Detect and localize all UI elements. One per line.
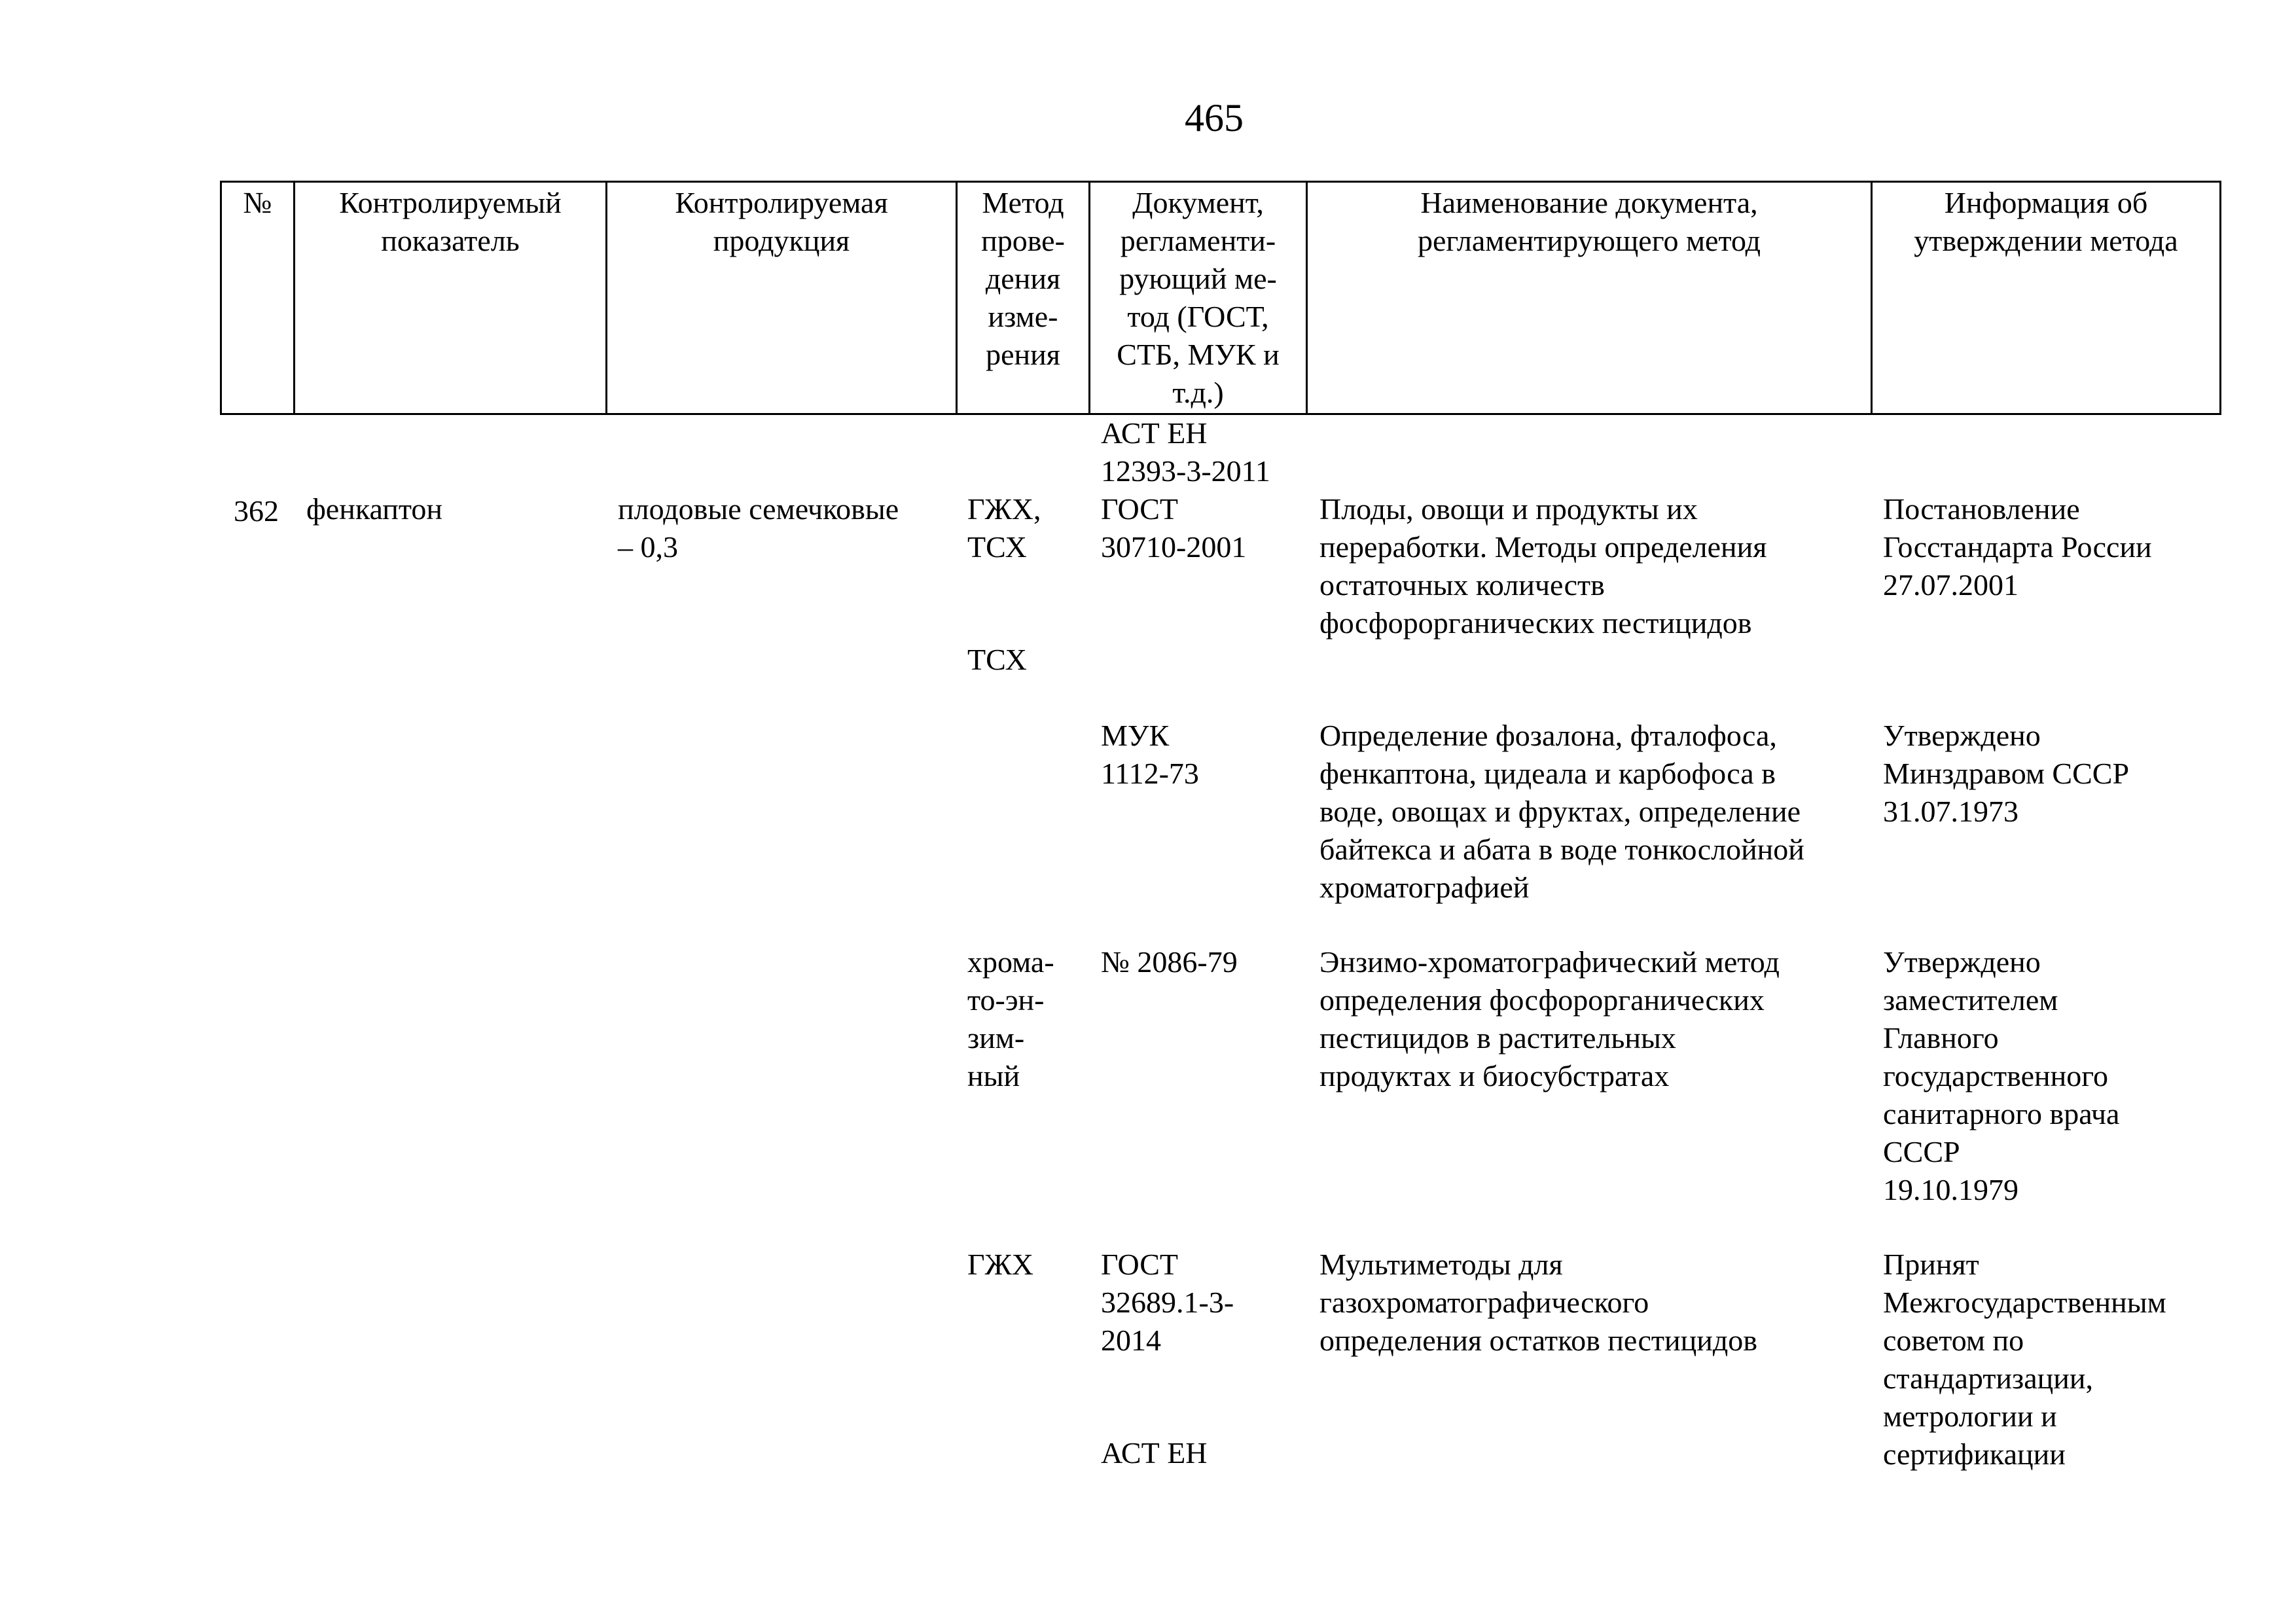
entry-2-doc-name: Определение фозалона, фталофоса, фенкаптона, цидеала и карбофоса в воде, овощах и фруктах, определение байтекса и абата в воде тонкослойной хроматографией [1319, 719, 1804, 904]
page-number: 465 [1185, 96, 1244, 139]
row-top-document: АСТ ЕН 12393-3-2011 [1101, 416, 1270, 488]
header-doc-name: Наименование документа, регламентирующего метод [1307, 182, 1872, 414]
header-approval: Информация об утверждении метода [1872, 182, 2221, 414]
header-document: Документ, регламенти- рующий ме- тод (ГОСТ, СТБ, МУК и т.д.) [1090, 182, 1307, 414]
entry-3-method: хрома- то-эн- зим- ный [967, 945, 1054, 1092]
header-method: Метод прове- дения изме- рения [957, 182, 1090, 414]
entry-2-document: МУК 1112-73 [1101, 719, 1199, 790]
entry-1-approval: Постановление Госстандарта России 27.07.2001 [1883, 492, 2152, 602]
entry-4-document: ГОСТ 32689.1-3- 2014 [1101, 1248, 1234, 1357]
entry-4-approval: Принят Межгосударственным советом по стандартизации, метрологии и сертификации [1883, 1248, 2166, 1471]
header-indicator: Контролируемый показатель [295, 182, 607, 414]
entry-4-method: ГЖХ [967, 1248, 1034, 1281]
entry-2-method: ТСХ [967, 643, 1027, 676]
bottom-document: АСТ ЕН [1101, 1436, 1208, 1470]
entry-3-document: № 2086-79 [1101, 945, 1238, 979]
entry-1-doc-name: Плоды, овощи и продукты их переработки. Методы определения остаточных количеств фосфорорганических пестицидов [1319, 492, 1767, 640]
row-number: 362 [234, 494, 279, 528]
table-header [220, 181, 2221, 415]
header-row [221, 182, 2221, 414]
entry-4-doc-name: Мультиметоды для газохроматографического определения остатков пестицидов [1319, 1248, 1757, 1357]
entry-1-method: ГЖХ, ТСХ [967, 492, 1041, 564]
entry-3-approval: Утверждено заместителем Главного государственного санитарного врача СССР 19.10.1979 [1883, 945, 2120, 1206]
header-num: № [221, 182, 295, 414]
entry-2-approval: Утверждено Минздравом СССР 31.07.1973 [1883, 719, 2130, 828]
header-product: Контролируемая продукция [607, 182, 957, 414]
entry-1-document: ГОСТ 30710-2001 [1101, 492, 1247, 564]
row-product: плодовые семечковые – 0,3 [618, 492, 899, 564]
entry-3-doc-name: Энзимо-хроматографический метод определения фосфорорганических пестицидов в растительных продуктах и биосубстратах [1319, 945, 1780, 1092]
row-indicator: фенкаптон [306, 492, 443, 526]
